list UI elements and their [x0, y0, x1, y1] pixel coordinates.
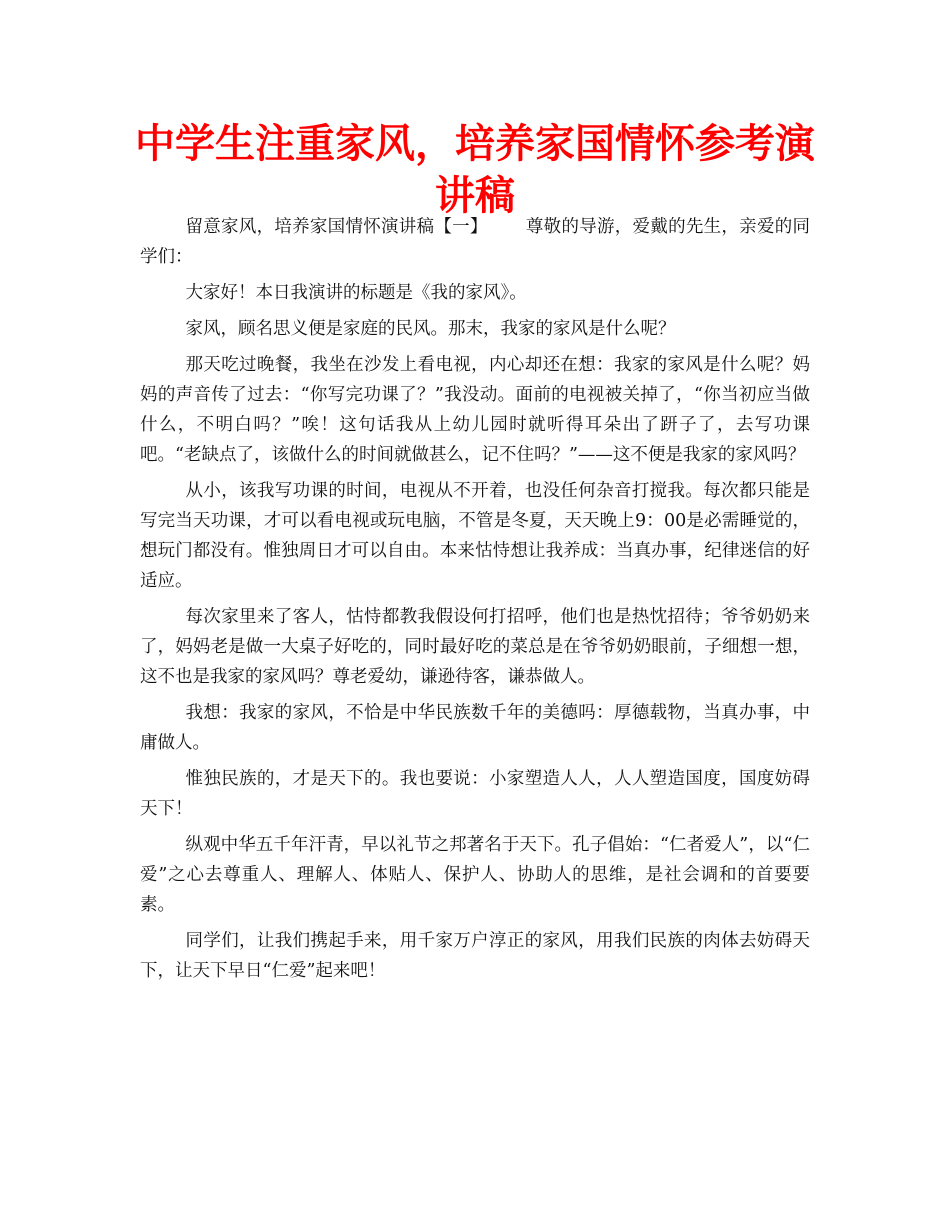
- paragraph: 每次家里来了客人，怙恃都教我假设何打招呼，他们也是热忱招待；爷爷奶奶来了，妈妈老是做一大桌子好吃的，同时最好吃的菜总是在爷爷奶奶眼前，子细想一想，这不也是我家的家风吗？尊老爱幼，谦逊待客，谦恭做人。: [140, 607, 810, 687]
- paragraph: 纵观中华五千年汗青，早以礼节之邦著名于天下。孔子倡始：“仁者爱人”，以“仁爱”之心去尊重人、理解人、体贴人、保护人、协助人的思维，是社会调和的首要要素。: [140, 835, 810, 915]
- intro-paragraph: [140, 212, 810, 272]
- document-title: 中学生注重家风，培养家国情怀参考演讲稿: [135, 121, 815, 219]
- document-body: [140, 212, 810, 992]
- intro-heading: 留意家风，培养家国情怀演讲稿【一】: [185, 217, 488, 237]
- intro-text: 尊敬的导游，爱戴的先生，亲爱的同学们：: [140, 217, 811, 267]
- paragraph: 大家好！本日我演讲的标题是《我的家风》。: [185, 283, 527, 303]
- paragraph: 我想：我家的家风，不恰是中华民族数千年的美德吗：厚德载物，当真办事，中庸做人。: [140, 703, 810, 753]
- paragraph: 家风，顾名思义便是家庭的民风。那末，我家的家风是什么呢？: [185, 319, 676, 339]
- paragraph: 那天吃过晚餐，我坐在沙发上看电视，内心却还在想：我家的家风是什么呢？妈妈的声音传了过去：“你写完功课了？”我没动。面前的电视被关掉了，“你当初应当做什么，不明白吗？”唉！这句话我从上幼儿园时就听得耳朵出了趼子了，去写功课吧。“老缺点了，该做什么的时间就做甚么，记不住吗？”——这不便是我家的家风吗？: [140, 355, 810, 465]
- paragraph: 从小，该我写功课的时间，电视从不开着，也没任何杂音打搅我。每次都只能是写完当天功课，才可以看电视或玩电脑，不管是冬夏，天天晚上9：00是必需睡觉的，想玩门都没有。惟独周日才可以自由。本来怙恃想让我养成：当真办事，纪律迷信的好适应。: [140, 481, 810, 591]
- paragraph: 惟独民族的，才是天下的。我也要说：小家塑造人人，人人塑造国度，国度妨碍天下！: [140, 769, 810, 819]
- paragraph: 同学们，让我们携起手来，用千家万户淳正的家风，用我们民族的肉体去妨碍天下，让天下早日“仁爱”起来吧！: [140, 931, 810, 981]
